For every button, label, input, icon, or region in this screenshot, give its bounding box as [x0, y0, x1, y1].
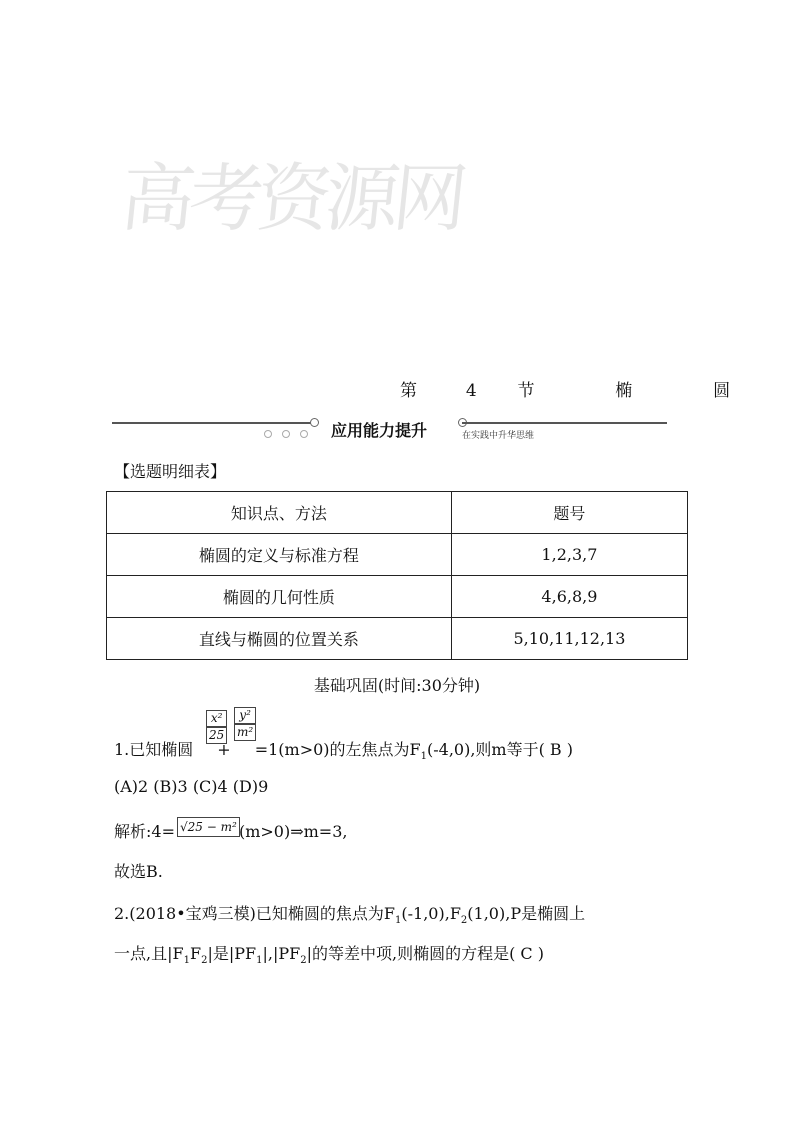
banner-knob-left — [310, 418, 319, 427]
banner-rule-left — [112, 422, 312, 424]
section-char-5: 圆 — [713, 381, 731, 401]
section-title — [400, 376, 730, 401]
banner-dot — [264, 430, 272, 438]
banner-dot — [282, 430, 290, 438]
table-cell: 5,10,11,12,13 — [451, 618, 687, 660]
practice-subtitle: 基础巩固(时间:30分钟) — [313, 676, 481, 695]
q2-subscript: 2 — [201, 955, 208, 967]
table-heading: 【选题明细表】 — [114, 462, 227, 481]
fraction-y2-m2 — [234, 707, 256, 741]
fraction-denominator: 25 — [206, 727, 227, 744]
sqrt-expression: √25 − m² — [177, 817, 240, 837]
banner-subtitle: 在实践中升华思维 — [462, 431, 535, 441]
q2-text: |是|PF — [207, 944, 257, 963]
q2-text: F — [189, 944, 202, 963]
section-char-4: 椭 — [615, 381, 633, 401]
q1-prefix: 1.已知椭圆 — [114, 740, 194, 759]
watermark: 高考资源网 — [116, 156, 466, 242]
q2-text: (1,0),P是椭圆上 — [467, 904, 586, 923]
fraction-denominator: m² — [234, 724, 256, 741]
q1-subscript: 1 — [420, 751, 427, 763]
banner-dot — [300, 430, 308, 438]
section-char-3: 节 — [517, 381, 535, 401]
fraction-numerator: y² — [234, 707, 256, 724]
section-char-1: 第 — [400, 381, 417, 401]
table-row — [107, 534, 688, 576]
q1-suffix-b: (-4,0),则m等于( B ) — [427, 740, 574, 759]
q2-subscript: 1 — [183, 955, 190, 967]
banner-rule-right — [462, 422, 667, 424]
q2-subscript: 2 — [300, 955, 307, 967]
table-header-row — [107, 492, 688, 534]
table-row — [107, 576, 688, 618]
q1-plus: + — [217, 740, 231, 759]
question-2-line-1 — [114, 901, 585, 926]
topic-table — [106, 491, 688, 660]
fraction-numerator: x² — [206, 710, 227, 727]
q2-subscript: 1 — [395, 915, 402, 927]
q2-text: 一点,且|F — [114, 944, 184, 963]
q2-subscript: 2 — [460, 915, 468, 927]
q2-subscript: 1 — [256, 955, 263, 967]
question-1-conclusion: 故选B. — [114, 862, 163, 881]
table-header-cell: 知识点、方法 — [107, 492, 452, 534]
table-cell: 直线与椭圆的位置关系 — [107, 618, 452, 660]
section-char-2: 4 — [465, 381, 477, 401]
table-cell: 椭圆的几何性质 — [107, 576, 452, 618]
question-2-line-2 — [114, 941, 544, 966]
analysis-suffix: (m>0)⇒m=3, — [238, 822, 348, 841]
q2-text: (-1,0),F — [401, 904, 461, 923]
banner-title: 应用能力提升 — [331, 421, 428, 440]
q1-suffix-a: =1(m>0)的左焦点为F — [254, 740, 421, 759]
q2-text: |,|PF — [262, 944, 301, 963]
analysis-prefix: 解析:4= — [114, 822, 175, 841]
table-cell: 1,2,3,7 — [451, 534, 687, 576]
section-banner — [112, 414, 667, 444]
question-1-stem — [114, 737, 573, 762]
q2-text: |的等差中项,则椭圆的方程是( C ) — [306, 944, 544, 963]
table-cell: 椭圆的定义与标准方程 — [107, 534, 452, 576]
table-header-cell: 题号 — [451, 492, 687, 534]
table-cell: 4,6,8,9 — [451, 576, 687, 618]
q2-text: 2.(2018•宝鸡三模)已知椭圆的焦点为F — [114, 904, 396, 923]
question-1-options: (A)2 (B)3 (C)4 (D)9 — [114, 777, 269, 796]
table-row — [107, 618, 688, 660]
